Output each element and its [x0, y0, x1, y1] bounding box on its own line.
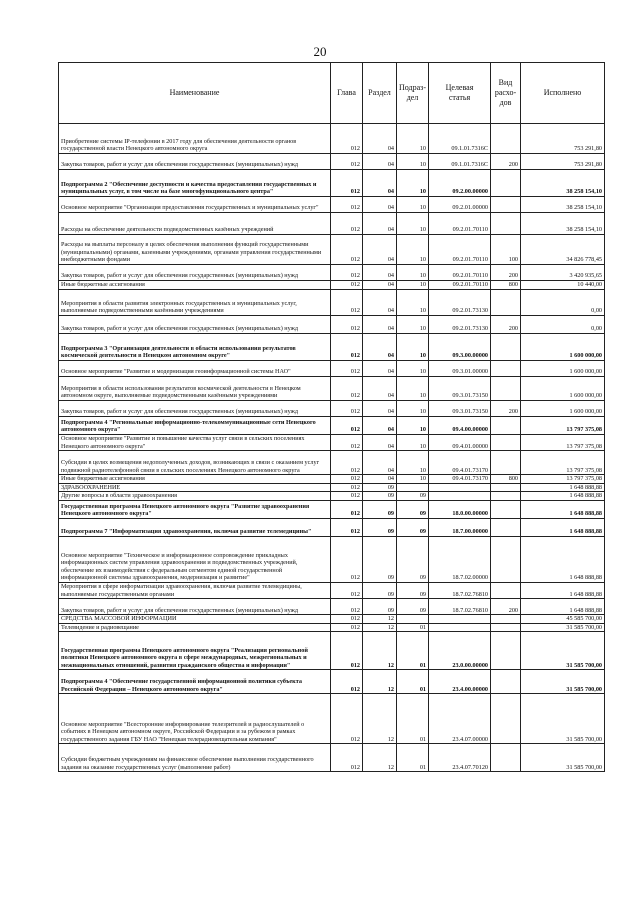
cell-vid: 200 [491, 265, 521, 281]
cell-podrazdel: 10 [397, 235, 429, 265]
cell-podrazdel: 10 [397, 197, 429, 213]
cell-glava: 012 [331, 124, 363, 154]
table-row [59, 623, 605, 632]
cell-name: Другие вопросы в области здравоохранения [59, 492, 331, 501]
table-row [59, 265, 605, 281]
cell-statya [429, 483, 491, 492]
cell-podrazdel: 10 [397, 435, 429, 451]
cell-ispolneno: 31 585 700,00 [521, 744, 605, 772]
cell-glava: 012 [331, 500, 363, 518]
table-row [59, 500, 605, 518]
cell-vid: 800 [491, 475, 521, 484]
cell-podrazdel: 01 [397, 670, 429, 694]
cell-ispolneno: 31 585 700,00 [521, 623, 605, 632]
cell-vid: 800 [491, 281, 521, 290]
cell-ispolneno: 1 648 888,88 [521, 500, 605, 518]
cell-name: Подпрограмма 3 "Организация деятельности в области использования результатов космической деятельности в Ненецком автономном округе" [59, 334, 331, 361]
cell-podrazdel [397, 615, 429, 624]
cell-razdel: 09 [363, 518, 397, 536]
cell-razdel: 04 [363, 265, 397, 281]
cell-name: Мероприятия в области развития электронных государственных и муниципальных услуг, выполняемые подведомственными казёнными учреждениями [59, 290, 331, 316]
cell-ispolneno: 31 585 700,00 [521, 670, 605, 694]
cell-name: Закупка товаров, работ и услуг для обеспечения государственных (муниципальных) нужд [59, 154, 331, 170]
cell-razdel: 04 [363, 170, 397, 197]
cell-razdel: 04 [363, 316, 397, 334]
cell-vid [491, 334, 521, 361]
cell-name: Приобретение системы IP-телефонии в 2017 году для обеспечения деятельности органов государственной власти Ненецкого автономного округа [59, 124, 331, 154]
cell-razdel: 04 [363, 124, 397, 154]
cell-name: Подпрограмма 2 "Обеспечение доступности и качества предоставления государственных и муниципальных услуг, в том числе на базе многофункционального центра" [59, 170, 331, 197]
cell-razdel: 04 [363, 377, 397, 401]
col-header-glava: Глава [331, 63, 363, 124]
cell-razdel: 04 [363, 401, 397, 417]
cell-podrazdel: 10 [397, 361, 429, 377]
col-header-razdel: Раздел [363, 63, 397, 124]
cell-razdel: 09 [363, 492, 397, 501]
cell-vid [491, 417, 521, 435]
cell-glava: 012 [331, 377, 363, 401]
cell-podrazdel: 10 [397, 401, 429, 417]
cell-glava: 012 [331, 290, 363, 316]
cell-name: Подпрограмма 4 "Региональные информационно-телекоммуникационные сети Ненецкого автономного округа" [59, 417, 331, 435]
cell-vid [491, 500, 521, 518]
cell-statya: 09.1.01.7316С [429, 124, 491, 154]
cell-ispolneno: 1 600 000,00 [521, 361, 605, 377]
table-row [59, 401, 605, 417]
cell-vid [491, 492, 521, 501]
cell-vid [491, 213, 521, 235]
table-row [59, 632, 605, 670]
cell-razdel: 04 [363, 197, 397, 213]
cell-glava: 012 [331, 536, 363, 582]
cell-razdel: 12 [363, 615, 397, 624]
cell-glava: 012 [331, 744, 363, 772]
cell-vid [491, 632, 521, 670]
cell-razdel: 12 [363, 694, 397, 744]
cell-statya: 09.2.01.00000 [429, 197, 491, 213]
cell-statya: 23.4.00.00000 [429, 670, 491, 694]
cell-statya: 09.2.01.70110 [429, 235, 491, 265]
cell-podrazdel: 10 [397, 316, 429, 334]
cell-ispolneno: 1 648 888,88 [521, 483, 605, 492]
cell-podrazdel: 10 [397, 124, 429, 154]
col-header-podrazdel: Подраз- дел [397, 63, 429, 124]
cell-statya: 18.7.00.00000 [429, 518, 491, 536]
cell-ispolneno: 1 648 888,88 [521, 582, 605, 598]
table-row [59, 170, 605, 197]
cell-ispolneno: 38 258 154,10 [521, 170, 605, 197]
cell-vid [491, 451, 521, 475]
cell-name: Закупка товаров, работ и услуг для обеспечения государственных (муниципальных) нужд [59, 265, 331, 281]
cell-name: Подпрограмма 4 "Обеспечение государственной информационной политики субъекта Российской Федерации – Ненецкого автономного округа" [59, 670, 331, 694]
cell-vid [491, 290, 521, 316]
cell-razdel: 12 [363, 623, 397, 632]
cell-podrazdel: 10 [397, 334, 429, 361]
cell-ispolneno: 1 600 000,00 [521, 377, 605, 401]
cell-name: Мероприятия в сфере информатизации здравоохранения, включая развитие телемедицины, выполняемые государственными органами [59, 582, 331, 598]
cell-statya: 23.4.07.00000 [429, 694, 491, 744]
cell-vid [491, 124, 521, 154]
cell-statya: 09.1.01.7316С [429, 154, 491, 170]
cell-razdel: 04 [363, 235, 397, 265]
table-body [59, 124, 605, 772]
cell-vid [491, 197, 521, 213]
cell-ispolneno: 753 291,80 [521, 154, 605, 170]
cell-statya: 09.2.01.73130 [429, 316, 491, 334]
cell-ispolneno: 13 797 375,08 [521, 435, 605, 451]
cell-ispolneno: 13 797 375,08 [521, 417, 605, 435]
cell-statya: 09.2.00.00000 [429, 170, 491, 197]
cell-ispolneno: 31 585 700,00 [521, 694, 605, 744]
cell-statya: 23.4.07.70120 [429, 744, 491, 772]
cell-razdel: 12 [363, 632, 397, 670]
cell-vid: 200 [491, 401, 521, 417]
table-row [59, 694, 605, 744]
cell-glava: 012 [331, 417, 363, 435]
table-row [59, 599, 605, 615]
cell-statya [429, 615, 491, 624]
cell-podrazdel: 10 [397, 265, 429, 281]
col-header-ispolneno: Исполнено [521, 63, 605, 124]
cell-statya: 18.7.02.00000 [429, 536, 491, 582]
cell-glava: 012 [331, 615, 363, 624]
cell-statya: 18.7.02.76810 [429, 599, 491, 615]
cell-vid [491, 170, 521, 197]
cell-podrazdel: 09 [397, 500, 429, 518]
cell-podrazdel [397, 483, 429, 492]
cell-razdel: 09 [363, 500, 397, 518]
cell-name: Субсидии бюджетным учреждениям на финансовое обеспечение выполнения государственного задания на оказание государственных услуг (выполнение работ) [59, 744, 331, 772]
cell-glava: 012 [331, 518, 363, 536]
cell-name: Государственная программа Ненецкого автономного округа "Реализация региональной политики Ненецкого автономного округа в сфере международных, межрегиональных и межнациональных отношений, развития гражданского общества и информации" [59, 632, 331, 670]
cell-ispolneno: 753 291,80 [521, 124, 605, 154]
cell-ispolneno: 13 797 375,08 [521, 451, 605, 475]
cell-ispolneno: 1 648 888,88 [521, 599, 605, 615]
table-row [59, 334, 605, 361]
cell-razdel: 12 [363, 744, 397, 772]
table-row [59, 451, 605, 475]
cell-statya: 09.3.01.73150 [429, 377, 491, 401]
cell-ispolneno: 31 585 700,00 [521, 632, 605, 670]
cell-vid: 200 [491, 316, 521, 334]
table-row [59, 361, 605, 377]
cell-vid: 200 [491, 154, 521, 170]
cell-name: Иные бюджетные ассигнования [59, 475, 331, 484]
cell-vid [491, 435, 521, 451]
col-header-vid: Вид расхо- дов [491, 63, 521, 124]
cell-podrazdel: 01 [397, 632, 429, 670]
cell-vid [491, 536, 521, 582]
table-row [59, 377, 605, 401]
cell-podrazdel: 10 [397, 213, 429, 235]
cell-podrazdel: 09 [397, 518, 429, 536]
cell-name: Мероприятия в области использования результатов космической деятельности в Ненецком автономном округе, выполняемые подведомственными казёнными учреждениями [59, 377, 331, 401]
cell-name: Основное мероприятие "Организация предоставления государственных и муниципальных услуг" [59, 197, 331, 213]
cell-podrazdel: 10 [397, 170, 429, 197]
cell-podrazdel: 10 [397, 377, 429, 401]
cell-glava: 012 [331, 213, 363, 235]
budget-table [58, 62, 605, 772]
cell-glava: 012 [331, 694, 363, 744]
table-row [59, 290, 605, 316]
cell-ispolneno: 10 440,00 [521, 281, 605, 290]
cell-ispolneno: 0,00 [521, 316, 605, 334]
cell-razdel: 09 [363, 536, 397, 582]
table-row [59, 124, 605, 154]
cell-name: Основное мероприятие "Развитие и модернизация геоинформационной системы НАО" [59, 361, 331, 377]
cell-glava: 012 [331, 281, 363, 290]
cell-podrazdel: 10 [397, 290, 429, 316]
cell-razdel: 04 [363, 154, 397, 170]
cell-statya [429, 623, 491, 632]
cell-name: Расходы на обеспечение деятельности подведомственных казённых учреждений [59, 213, 331, 235]
table-row [59, 582, 605, 598]
cell-podrazdel: 09 [397, 536, 429, 582]
table-row [59, 744, 605, 772]
cell-glava: 012 [331, 670, 363, 694]
cell-razdel: 04 [363, 361, 397, 377]
cell-ispolneno: 38 258 154,10 [521, 197, 605, 213]
cell-glava: 012 [331, 154, 363, 170]
table-row [59, 536, 605, 582]
cell-vid: 200 [491, 599, 521, 615]
cell-vid [491, 623, 521, 632]
cell-razdel: 04 [363, 451, 397, 475]
cell-vid [491, 582, 521, 598]
cell-razdel: 04 [363, 281, 397, 290]
cell-vid [491, 615, 521, 624]
cell-name: Подпрограмма 7 "Информатизация здравоохранения, включая развитие телемедицины" [59, 518, 331, 536]
cell-podrazdel: 10 [397, 451, 429, 475]
cell-name: Телевидение и радиовещание [59, 623, 331, 632]
cell-name: СРЕДСТВА МАССОВОЙ ИНФОРМАЦИИ [59, 615, 331, 624]
cell-statya [429, 492, 491, 501]
cell-glava: 012 [331, 582, 363, 598]
cell-statya: 09.4.01.73170 [429, 451, 491, 475]
cell-podrazdel: 10 [397, 417, 429, 435]
cell-glava: 012 [331, 265, 363, 281]
cell-statya: 23.0.00.00000 [429, 632, 491, 670]
col-header-name: Наименование [59, 63, 331, 124]
table-row [59, 492, 605, 501]
cell-glava: 012 [331, 334, 363, 361]
table-header-row [59, 63, 605, 124]
table-row [59, 435, 605, 451]
cell-podrazdel: 09 [397, 599, 429, 615]
cell-glava: 012 [331, 451, 363, 475]
table-row [59, 417, 605, 435]
cell-statya: 09.2.01.73130 [429, 290, 491, 316]
table-row [59, 483, 605, 492]
cell-glava: 012 [331, 170, 363, 197]
cell-razdel: 04 [363, 475, 397, 484]
cell-name: Основное мероприятие "Техническое и информационное сопровождение прикладных информационных систем управления здравоохранения и подведомственных учреждений, обеспечение их взаимодействия с федеральным сегментом единой государственной информационной системы здравоохранения, модернизация и развитие" [59, 536, 331, 582]
cell-vid [491, 483, 521, 492]
table-row [59, 213, 605, 235]
table-row [59, 197, 605, 213]
cell-name: Закупка товаров, работ и услуг для обеспечения государственных (муниципальных) нужд [59, 599, 331, 615]
cell-ispolneno: 1 648 888,88 [521, 536, 605, 582]
cell-podrazdel: 01 [397, 694, 429, 744]
cell-name: Иные бюджетные ассигнования [59, 281, 331, 290]
cell-glava: 012 [331, 599, 363, 615]
cell-glava: 012 [331, 632, 363, 670]
table-row [59, 615, 605, 624]
table-row [59, 235, 605, 265]
cell-glava: 012 [331, 316, 363, 334]
cell-name: Государственная программа Ненецкого автономного округа "Развитие здравоохранения Ненецкого автономного округа" [59, 500, 331, 518]
cell-statya: 09.3.01.73150 [429, 401, 491, 417]
cell-statya: 09.2.01.70110 [429, 281, 491, 290]
cell-vid [491, 377, 521, 401]
cell-ispolneno: 1 648 888,88 [521, 492, 605, 501]
cell-glava: 012 [331, 483, 363, 492]
cell-ispolneno: 38 258 154,10 [521, 213, 605, 235]
table-row [59, 670, 605, 694]
cell-razdel: 04 [363, 417, 397, 435]
cell-razdel: 04 [363, 334, 397, 361]
cell-vid [491, 694, 521, 744]
cell-name: Субсидии в целях возмещения недополученных доходов, возникающих в связи с оказанием услуг подвижной радиотелефонной связи в сельских поселениях Ненецкого автономного округа [59, 451, 331, 475]
cell-name: Основное мероприятие "Развитие и повышение качества услуг связи в сельских поселениях Ненецкого автономного округа" [59, 435, 331, 451]
cell-statya: 18.7.02.76810 [429, 582, 491, 598]
cell-razdel: 04 [363, 435, 397, 451]
cell-vid [491, 670, 521, 694]
cell-podrazdel: 01 [397, 744, 429, 772]
cell-statya: 09.3.00.00000 [429, 334, 491, 361]
cell-podrazdel: 10 [397, 475, 429, 484]
page-number: 20 [313, 44, 327, 59]
cell-name: Основное мероприятие "Всесторонние информирование телезрителей и радиослушателей о событиях в Ненецком автономном округе, Российской Федерации и за рубежом в рамках государственного задания ГБУ НАО "Ненецкая телерадиовещательная компания" [59, 694, 331, 744]
cell-vid: 100 [491, 235, 521, 265]
cell-glava: 012 [331, 401, 363, 417]
cell-name: Закупка товаров, работ и услуг для обеспечения государственных (муниципальных) нужд [59, 401, 331, 417]
cell-podrazdel: 01 [397, 623, 429, 632]
cell-podrazdel: 09 [397, 492, 429, 501]
table-row [59, 316, 605, 334]
cell-vid [491, 361, 521, 377]
cell-statya: 09.4.00.00000 [429, 417, 491, 435]
cell-vid [491, 518, 521, 536]
cell-podrazdel: 10 [397, 154, 429, 170]
cell-statya: 09.2.01.70110 [429, 265, 491, 281]
cell-podrazdel: 10 [397, 281, 429, 290]
table-row [59, 518, 605, 536]
cell-ispolneno: 1 600 000,00 [521, 334, 605, 361]
cell-ispolneno: 34 826 778,45 [521, 235, 605, 265]
cell-glava: 012 [331, 623, 363, 632]
cell-podrazdel: 09 [397, 582, 429, 598]
cell-ispolneno: 1 600 000,00 [521, 401, 605, 417]
cell-glava: 012 [331, 492, 363, 501]
cell-ispolneno: 13 797 375,08 [521, 475, 605, 484]
cell-vid [491, 744, 521, 772]
table-row [59, 281, 605, 290]
cell-name: Расходы на выплаты персоналу в целях обеспечения выполнения функций государственными (муниципальными) органами, казенными учреждениями, органами управления государственными внебюджетными фондами [59, 235, 331, 265]
cell-ispolneno: 0,00 [521, 290, 605, 316]
cell-name: Закупка товаров, работ и услуг для обеспечения государственных (муниципальных) нужд [59, 316, 331, 334]
table-row [59, 475, 605, 484]
cell-razdel: 09 [363, 599, 397, 615]
cell-name: ЗДРАВООХРАНЕНИЕ [59, 483, 331, 492]
cell-ispolneno: 3 420 935,65 [521, 265, 605, 281]
cell-glava: 012 [331, 435, 363, 451]
cell-glava: 012 [331, 475, 363, 484]
cell-statya: 09.4.01.73170 [429, 475, 491, 484]
cell-statya: 09.3.01.00000 [429, 361, 491, 377]
cell-statya: 18.0.00.00000 [429, 500, 491, 518]
cell-ispolneno: 1 648 888,88 [521, 518, 605, 536]
cell-glava: 012 [331, 361, 363, 377]
cell-razdel: 09 [363, 483, 397, 492]
cell-razdel: 12 [363, 670, 397, 694]
cell-glava: 012 [331, 235, 363, 265]
cell-razdel: 09 [363, 582, 397, 598]
cell-glava: 012 [331, 197, 363, 213]
cell-statya: 09.2.01.70110 [429, 213, 491, 235]
table-row [59, 154, 605, 170]
cell-ispolneno: 45 585 700,00 [521, 615, 605, 624]
cell-razdel: 04 [363, 290, 397, 316]
col-header-statya: Целевая статья [429, 63, 491, 124]
cell-razdel: 04 [363, 213, 397, 235]
cell-statya: 09.4.01.00000 [429, 435, 491, 451]
